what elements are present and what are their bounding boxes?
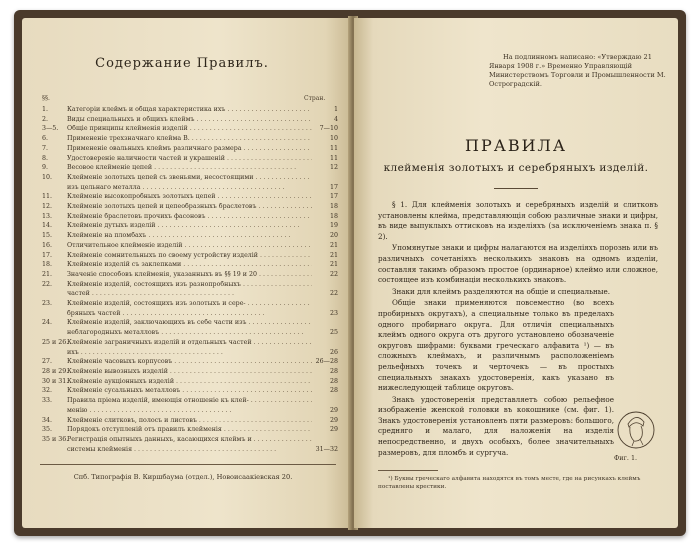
toc-page-number: 29: [329, 406, 338, 414]
toc-section-number: 34.: [42, 416, 53, 424]
toc-page-number: [312, 397, 338, 407]
toc-entry: [42, 125, 338, 135]
toc-page-header: Стран.: [304, 95, 326, 102]
toc-entry-text: ихъ . . .: [67, 349, 312, 359]
toc-section-number: 33.: [42, 397, 53, 405]
toc-entry: [42, 310, 338, 320]
toc-section-number: [42, 349, 67, 359]
toc-entry-text: Клейменiе на пломбахъ . . .: [67, 232, 312, 242]
toc-entry: [42, 242, 338, 252]
toc-section-number: 10.: [42, 173, 53, 181]
toc-page-number: 26—28: [315, 358, 338, 366]
toc-entry-text: Категорiи клеймъ и общая характеристика ихъ . . .: [67, 106, 312, 116]
toc-section-number: 18.: [42, 261, 53, 269]
toc-section-number: [42, 446, 67, 456]
toc-entry-text: Общiе принципы клейменiя изделiй . . .: [67, 125, 312, 135]
toc-page-number: 28: [329, 387, 338, 395]
toc-entry-text: Удостоверенiе наличности частей и украшенiй . . .: [67, 155, 312, 165]
toc-entry-text: Клейменiе сомнительныхъ по своему устройству изделiй . . .: [67, 252, 312, 262]
kokoshnik-head-illustration: [616, 406, 656, 452]
toc-section-number: 32.: [42, 387, 53, 395]
toc-section-number: [42, 329, 67, 339]
toc-entry: [42, 106, 338, 116]
open-book: [14, 10, 686, 536]
toc-section-number: 13.: [42, 212, 53, 220]
toc-section-number: 27.: [42, 358, 53, 366]
toc-page-number: 22: [329, 290, 338, 298]
toc-page-number: 22: [329, 270, 338, 278]
toc-page-number: 23: [329, 309, 338, 317]
paragraph: Общiе знаки применяются повсеместно (во всехъ пробирныхъ округахъ), а специальные только въ пределахъ одного пробирнаго округа. Для отличiя специальныхъ клеймъ одного округа отъ другого установлено обозначенiе округовъ шифрами: буквами греческаго алфавита ¹) — въ сложныхъ клеймахъ, и различнымъ расположенiемъ рельефныхъ точекъ и черточекъ — въ простыхъ специальныхъ знакахъ удостоверенiя, какъ указано въ нижеследующей таблице округовъ.: [378, 298, 614, 393]
toc-entry: [42, 339, 338, 349]
figure-caption: Фиг. 1.: [614, 454, 638, 462]
toc-entry-text: менiю . . .: [67, 407, 312, 417]
toc-page-number: [312, 339, 338, 349]
toc-entry: [42, 407, 338, 417]
toc-section-number: 25 и 26.: [42, 338, 69, 346]
toc-section-header: §§.: [42, 95, 50, 102]
toc-entry: [42, 281, 338, 291]
toc-entry-text: Клейменiе золотыхъ цепей и цепеобразныхъ браслетовъ . . .: [67, 203, 312, 213]
toc-page-number: [312, 281, 338, 291]
toc-entry: [42, 145, 338, 155]
toc-section-number: [42, 310, 67, 320]
toc-page-number: 4: [333, 115, 338, 123]
toc-page-number: 10: [329, 135, 338, 143]
toc-entry-text: частей . . .: [67, 290, 312, 300]
toc-section-number: 11.: [42, 193, 53, 201]
toc-page-number: 28: [329, 377, 338, 385]
toc-entry: [42, 203, 338, 213]
toc-entry: [42, 349, 338, 359]
toc-entry: [42, 397, 338, 407]
toc-page-number: [312, 319, 338, 329]
divider: [40, 464, 336, 465]
footnote-divider: [378, 470, 438, 471]
toc-title: Содержание Правилъ.: [95, 56, 269, 71]
toc-section-number: 21.: [42, 270, 53, 278]
toc-section-number: 9.: [42, 164, 49, 172]
toc-entry-text: Клейменiе часовыхъ корпусовъ . . .: [67, 358, 312, 368]
toc-page-number: 21: [329, 251, 338, 259]
right-page: [354, 18, 678, 528]
toc-section-number: 23.: [42, 300, 53, 308]
document-title: ПРАВИЛА: [464, 136, 567, 155]
toc-page-number: 12: [329, 164, 338, 172]
toc-entry-text: Отличительное клейменiе изделiй . . .: [67, 242, 312, 252]
toc-entry: [42, 378, 338, 388]
toc-entry: [42, 300, 338, 310]
toc-entry-text: Клейменiе изделiй, состоящихъ изъ золотыхъ и сере- . . .: [67, 300, 312, 310]
toc-page-number: [312, 300, 338, 310]
toc-entry: [42, 368, 338, 378]
toc-section-number: [42, 407, 67, 417]
paragraph: Упомянутые знаки и цифры налагаются на изделiяхъ порознь или въ различныхъ сочетанiяхъ несколькихъ знаковъ на одномъ изделiи, составляя такимъ образомъ простое (ординарное) клеймо или сложное, состоящее изъ комбинацiи несколькихъ знаковъ.: [378, 243, 658, 285]
document-subtitle: клейменiя золотыхъ и серебряныхъ изделiй.: [383, 162, 649, 174]
toc-entry: [42, 358, 338, 368]
toc-entry-text: Клейменiе слитковъ, полосъ и листовъ . . .: [67, 417, 312, 427]
toc-entry: [42, 184, 338, 194]
toc-section-number: 22.: [42, 280, 53, 288]
toc-page-number: [312, 174, 338, 184]
toc-page-number: 17: [329, 193, 338, 201]
toc-entry-text: Клейменiе аукцiонныхъ изделiй . . .: [67, 378, 312, 388]
toc-page-number: 21: [329, 241, 338, 249]
toc-section-number: 7.: [42, 144, 49, 152]
toc-page-number: 20: [329, 232, 338, 240]
toc-entry: [42, 387, 338, 397]
toc-entry: [42, 213, 338, 223]
toc-entry-text: неблагородныхъ металловъ . . .: [67, 329, 312, 339]
toc-section-number: 8.: [42, 154, 49, 162]
toc-entry: [42, 135, 338, 145]
toc-section-number: 2.: [42, 115, 49, 123]
toc-entry: [42, 193, 338, 203]
toc-page-number: 1: [333, 106, 338, 113]
toc-section-number: 3—5.: [42, 125, 59, 133]
toc-entry: [42, 290, 338, 300]
toc-section-number: 16.: [42, 241, 53, 249]
toc-entry-text: Клейменiе дутыхъ изделiй . . .: [67, 222, 312, 232]
toc-entry: [42, 252, 338, 262]
table-of-contents: [42, 106, 338, 455]
toc-entry: [42, 319, 338, 329]
paragraph: § 1. Для клейменiя золотыхъ и серебряныхъ изделiй и слитковъ установлены клейма, представляющiя собою различные знаки и цифры, въ виде выпуклыхъ оттисковъ на изделiяхъ (за исключенiемъ знака п. § 2).: [378, 200, 658, 241]
toc-page-number: 25: [329, 329, 338, 337]
toc-entry-text: Клейменiе изделiй, состоящихъ изъ разнопробныхъ . . .: [67, 281, 312, 291]
toc-section-number: 17.: [42, 251, 53, 259]
toc-entry: [42, 417, 338, 427]
toc-page-number: 7—10: [319, 125, 338, 133]
toc-entry: [42, 116, 338, 126]
toc-entry: [42, 271, 338, 281]
toc-page-number: 28: [329, 367, 338, 375]
approval-note: На подлинномъ написано: «Утверждаю 21 Января 1908 г.» Временно Управляющiй Министерствомъ Торговли и Промышленности М. Остроградскiй.: [489, 53, 666, 88]
toc-entry-text: бряныхъ частей . . .: [67, 310, 312, 320]
toc-entry-text: Порядокъ отступленiй отъ правилъ клейменiя . . .: [67, 426, 312, 436]
toc-section-number: 15.: [42, 232, 53, 240]
toc-page-number: 29: [329, 416, 338, 424]
toc-page-number: 11: [329, 154, 338, 162]
toc-section-number: [42, 184, 67, 194]
toc-entry-text: Правила прiема изделiй, имеющiя отношенiе къ клей- . . .: [67, 397, 312, 407]
toc-entry: [42, 155, 338, 165]
printer-imprint: Спб. Типографiя В. Киршбаума (отдел.), Новоисаакiевская 20.: [73, 473, 293, 481]
toc-section-number: 1.: [42, 106, 49, 113]
toc-entry: [42, 436, 338, 446]
paragraph: Знаки для клеймъ разделяются на общiе и специальные.: [392, 286, 611, 296]
toc-entry-text: изъ цельнаго металла . . .: [67, 184, 312, 194]
toc-entry-text: Примененiе овальныхъ клеймъ различнаго размера . . .: [67, 145, 312, 155]
toc-entry-text: Значенiе способовъ клейменiя, указанныхъ въ §§ 19 и 20 . . .: [67, 271, 312, 281]
toc-entry: [42, 164, 338, 174]
toc-page-number: 17: [329, 183, 338, 191]
toc-page-number: [312, 436, 338, 446]
toc-entry: [42, 174, 338, 184]
toc-section-number: 28 и 29.: [42, 367, 69, 375]
title-divider: [494, 188, 538, 189]
toc-page-number: 18: [329, 212, 338, 220]
toc-page-number: 26: [329, 348, 338, 356]
toc-entry: [42, 426, 338, 436]
toc-entry: [42, 329, 338, 339]
toc-entry-text: Клейменiе золотыхъ цепей съ звеньями, несостоящими . . .: [67, 174, 312, 184]
toc-page-number: 18: [329, 203, 338, 211]
toc-entry-text: Примененiе трехзначнаго клейма В. . . .: [67, 135, 312, 145]
toc-section-number: 35 и 36.: [42, 435, 69, 443]
toc-section-number: 24.: [42, 319, 53, 327]
footnote: ¹) Буквы греческаго алфавита находятся въ томъ месте, где на рисункахъ клеймъ поставлены крестики.: [378, 476, 641, 490]
toc-entry-text: Клейменiе изделiй, заключающихъ въ себе части изъ . . .: [67, 319, 312, 329]
toc-entry-text: Клейменiе изделiй съ заклепками . . .: [67, 261, 312, 271]
toc-page-number: 21: [329, 261, 338, 269]
toc-entry-text: Виды специальныхъ и общихъ клеймъ . . .: [67, 116, 312, 126]
toc-section-number: 30 и 31.: [42, 377, 69, 385]
toc-entry-text: Клейменiе заграничныхъ изделiй и отдельныхъ частей . . .: [67, 339, 312, 349]
toc-section-number: 35.: [42, 426, 53, 434]
toc-entry-text: Клейменiе вывозныхъ изделiй . . .: [67, 368, 312, 378]
toc-page-number: 19: [329, 222, 338, 230]
toc-entry: [42, 222, 338, 232]
toc-entry: [42, 232, 338, 242]
toc-entry-text: системы клейменiя . . .: [67, 446, 312, 456]
toc-entry: [42, 261, 338, 271]
left-page: [22, 18, 352, 528]
toc-section-number: 14.: [42, 222, 53, 230]
toc-page-number: 29: [329, 426, 338, 434]
toc-page-number: 11: [329, 144, 338, 152]
toc-section-number: [42, 290, 67, 300]
toc-section-number: 12.: [42, 203, 53, 211]
toc-page-number: 31—32: [315, 445, 338, 453]
toc-entry-text: Весовое клейменiе цепей . . .: [67, 164, 312, 174]
toc-section-number: 6.: [42, 135, 49, 143]
paragraph: Знакъ удостоверенiя представляетъ собою рельефное изображенiе женской головки въ кокошнике (см. фиг. 1). Знакъ удостоверенiя установленъ пяти размеровъ: большого, средняго и малаго, для наложенiя на изделiя непосредственно, и двухъ особыхъ, более значительныхъ размеровъ, для пломбъ и сургуча.: [378, 394, 614, 457]
toc-entry: [42, 446, 338, 456]
toc-entry-text: Клейменiе сусальныхъ металловъ . . .: [67, 387, 312, 397]
toc-entry-text: Клейменiе высокопробныхъ золотыхъ цепей . . .: [67, 193, 312, 203]
toc-entry-text: Клейменiе браслетовъ прочихъ фасоновъ . . .: [67, 213, 312, 223]
toc-entry-text: Регистрацiя опытныхъ данныхъ, касающихся клеймъ и . . .: [67, 436, 312, 446]
